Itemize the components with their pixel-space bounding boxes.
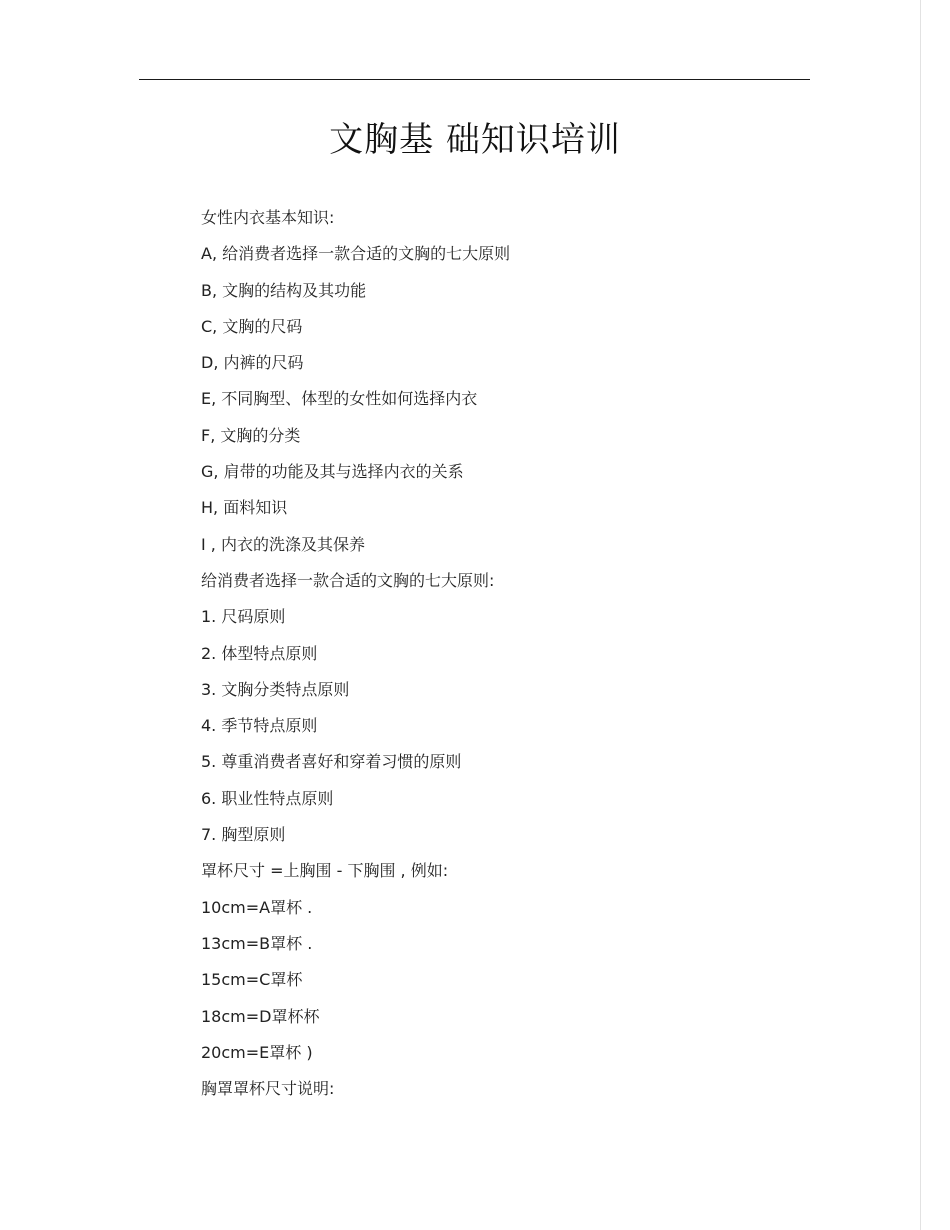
principle-item-4: 4. 季节特点原则 [201,716,318,736]
principle-item-7: 7. 胸型原则 [201,825,286,845]
principle-item-2: 2. 体型特点原则 [201,643,318,663]
document-title: 文胸基 础知识培训 [329,120,621,160]
cup-size-line-c: 15cm=C罩杯 [201,970,303,990]
toc-item-i: I , 内衣的洗涤及其保养 [201,534,365,554]
cup-size-line-a: 10cm=A罩杯 . [201,897,313,917]
principle-item-3: 3. 文胸分类特点原则 [201,679,350,699]
toc-item-f: F, 文胸的分类 [201,425,301,445]
toc-item-a: A, 给消费者选择一款合适的文胸的七大原则 [201,244,511,264]
toc-item-d: D, 内裤的尺码 [201,353,304,373]
toc-item-c: C, 文胸的尺码 [201,316,303,336]
cup-size-line-e: 20cm=E罩杯 ) [201,1042,313,1062]
principles-heading: 给消费者选择一款合适的文胸的七大原则: [201,570,495,590]
toc-item-b: B, 文胸的结构及其功能 [201,280,367,300]
principle-item-6: 6. 职业性特点原则 [201,788,334,808]
toc-item-g: G, 肩带的功能及其与选择内衣的关系 [201,462,464,482]
header-rule [139,79,810,80]
document-body [201,202,841,1109]
cup-size-line-b: 13cm=B罩杯 . [201,933,313,953]
section-heading: 女性内衣基本知识: [201,208,335,227]
page-edge [920,0,921,1230]
cup-size-line-d: 18cm=D罩杯杯 [201,1006,320,1026]
cup-size-note-heading: 胸罩罩杯尺寸说明: [201,1079,335,1099]
principle-item-1: 1. 尺码原则 [201,607,286,627]
principle-item-5: 5. 尊重消费者喜好和穿着习惯的原则 [201,752,462,772]
cup-formula-line: 罩杯尺寸 =上胸围 - 下胸围 , 例如: [201,861,449,881]
toc-item-e: E, 不同胸型、体型的女性如何选择内衣 [201,389,478,409]
toc-item-h: H, 面料知识 [201,498,288,518]
